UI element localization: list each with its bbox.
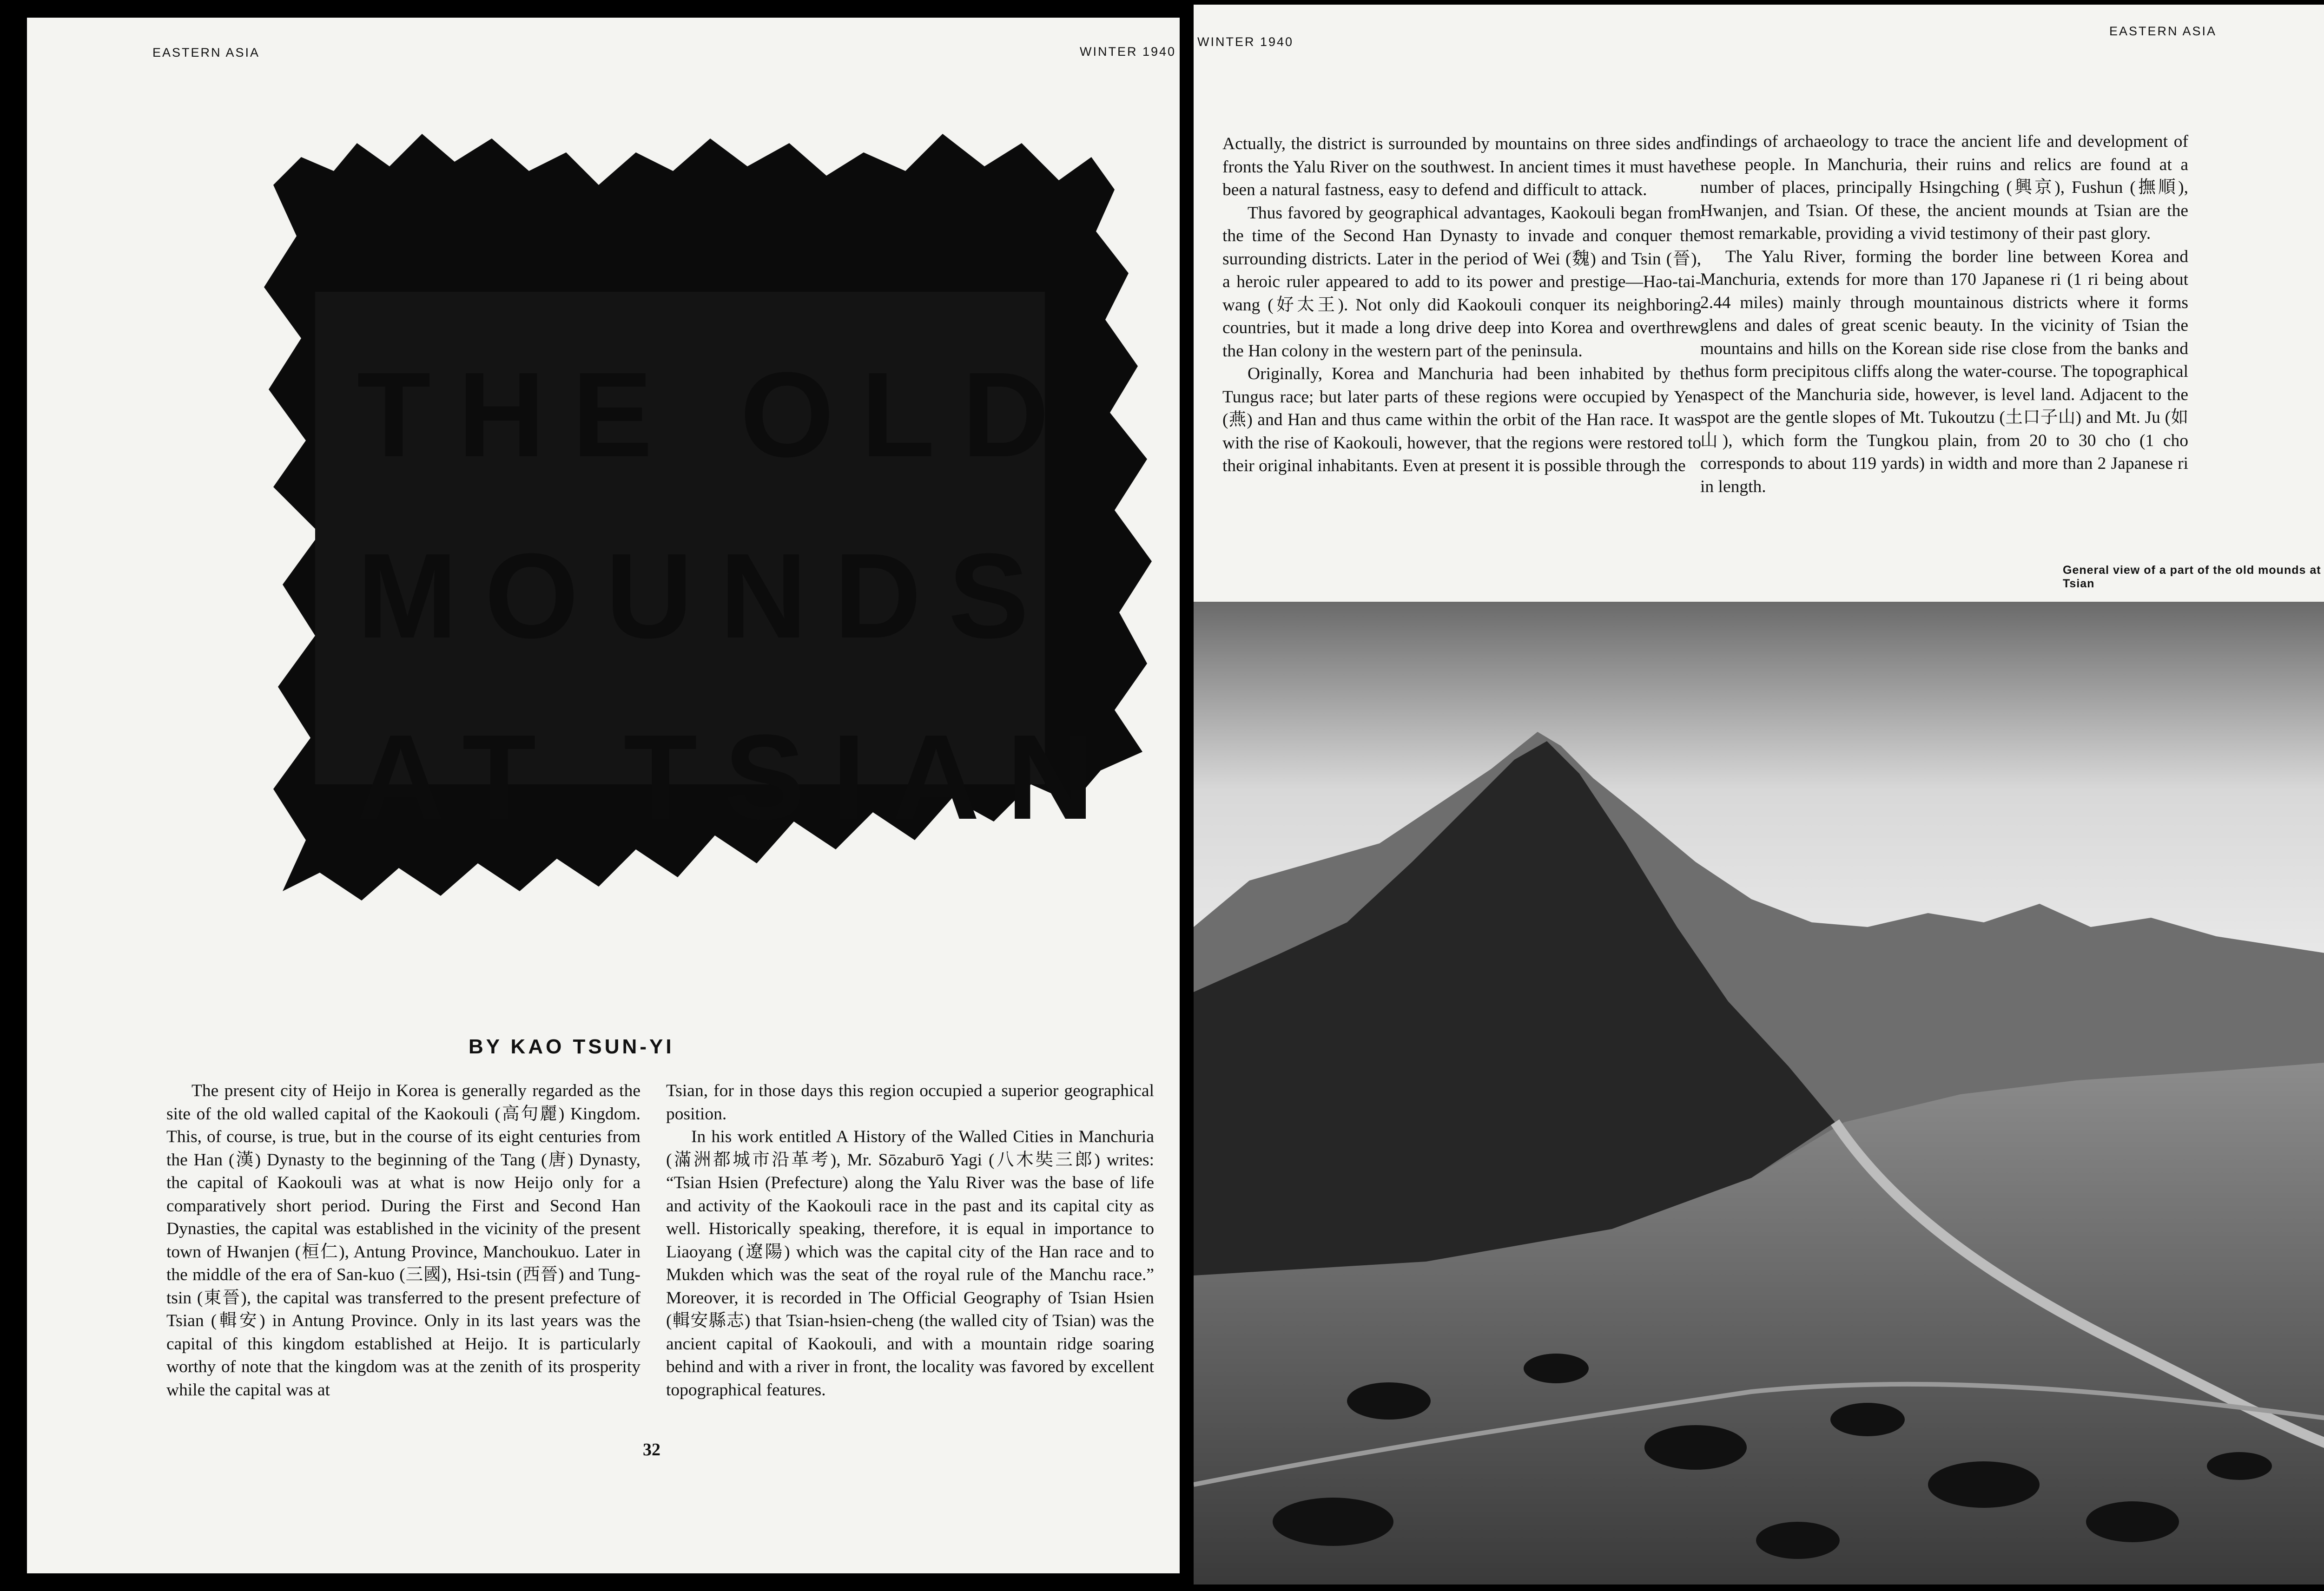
left-column-1 (166, 1079, 640, 1401)
right-column-1 (1222, 132, 1701, 478)
page-number: 32 (643, 1440, 660, 1460)
running-head-left: EASTERN ASIA (152, 46, 260, 59)
byline: BY KAO TSUN-YI (469, 1035, 674, 1058)
right-page (1194, 5, 2324, 1584)
photo-caption: General view of a part of the old mounds at Tsian (2063, 564, 2321, 590)
paragraph: Actually, the district is surrounded by mountains on three sides and fronts the Yalu River on the southwest. In ancient times it must have been a natural fastness, easy to defend and difficult to attack. (1222, 134, 1701, 199)
paragraph: The present city of Heijo in Korea is generally regarded as the site of the old walled capital of the Kaokouli (高句麗) Kingdom. This, of course, is true, but in the course of its eight centuries from the Han (漢) Dynasty to the beginning of the Tang (唐) Dynasty, the capital of Kaokouli was at what is now Heijo only for a comparatively short period. During the First and Second Han Dynasties, the capital was established in the vicinity of the present town of Hwanjen (桓仁), Antung Province, Manchoukuo. Later in the middle of the era of San-kuo (三國), Hsi-tsin (西晉) and Tung-tsin (東晉), the capital was transferred to the present prefecture of Tsian (輯安) in Antung Province. Only in its last years was the capital of this kingdom established at Heijo. It is particularly worthy of note that the kingdom was at the zenith of its prosperity while the capital was at (166, 1081, 640, 1400)
torn-title-block (204, 125, 1170, 924)
running-head-right: WINTER 1940 (1080, 45, 1176, 59)
left-column-2 (666, 1079, 1154, 1401)
running-head-left: WINTER 1940 (1197, 35, 1294, 49)
mountain-landscape-image (1194, 602, 2324, 1584)
right-column-2 (1700, 130, 2188, 498)
running-head-right: EASTERN ASIA (2109, 24, 2217, 38)
paragraph: Originally, Korea and Manchuria had been inhabited by the Tungus race; but later parts of these regions were occupied by Yen (燕) and Han and thus came within the orbit of the Han race. It was with the rise of Kaokouli, however, that the regions were restored to their original inhabitants. Even at present it is possible through the (1222, 364, 1701, 475)
paragraph: findings of archaeology to trace the ancient life and development of these people. In Manchuria, their ruins and relics are found at a number of places, principally Hsingching (興京), Fushun (撫順), Hwanjen, and Tsian. Of these, the ancient mounds at Tsian are the most remarkable, providing a vivid testimony of their past glory. (1700, 132, 2188, 243)
title-line-3: AT TSIAN (357, 710, 1121, 845)
paragraph: Tsian, for in those days this region occupied a superior geographical position. (666, 1081, 1154, 1124)
article-title (357, 324, 1121, 868)
landscape-photo (1194, 602, 2324, 1584)
paragraph: In his work entitled A History of the Walled Cities in Manchuria (滿洲都城市沿革考), Mr. Sōzaburō Yagi (八木奘三郎) writes: “Tsian Hsien (Prefecture) along the Yalu River was the base of life and activity of the Kaokouli race in the past and its capital city as well. Historically speaking, therefore, it is equal in importance to Liaoyang (遼陽) which was the capital city of the Han race and to Mukden which was the seat of the royal rule of the Manchu race.” Moreover, it is recorded in The Official Geography of Tsian Hsien (輯安縣志) that Tsian-hsien-cheng (the walled city of Tsian) was the ancient capital of Kaokouli, and with a mountain ridge soaring behind and with a river in front, the locality was favored by excellent topographical features. (666, 1127, 1154, 1400)
paragraph: The Yalu River, forming the border line between Korea and Manchuria, extends for more than 170 Japanese ri (1 ri being about 2.44 miles) mainly through mountainous districts where it forms glens and dales of great scenic beauty. In the vicinity of Tsian the mountains and hills on the Korean side rise close from the banks and thus form precipitous cliffs along the water-course. The topographical aspect of the Manchuria side, however, is level land. Adjacent to the spot are the gentle slopes of Mt. Tukoutzu (土口子山) and Mt. Ju (如山), which form the Tungkou plain, from 20 to 30 cho (1 cho corresponds to about 119 yards) in width and more than 2 Japanese ri in length. (1700, 247, 2188, 496)
title-line-1: THE OLD (357, 348, 1076, 482)
left-page (27, 18, 1180, 1573)
title-line-2: MOUNDS (357, 529, 1056, 664)
paragraph: Thus favored by geographical advantages, Kaokouli began from the time of the Second Han Dynasty to invade and conquer the surrounding districts. Later in the period of Wei (魏) and Tsin (晉), a heroic ruler appeared to add to its power and prestige—Hao-tai-wang (好太王). Not only did Kaokouli conquer its neighboring countries, but it made a long drive deep into Korea and overthrew the Han colony in the western part of the peninsula. (1222, 203, 1701, 361)
